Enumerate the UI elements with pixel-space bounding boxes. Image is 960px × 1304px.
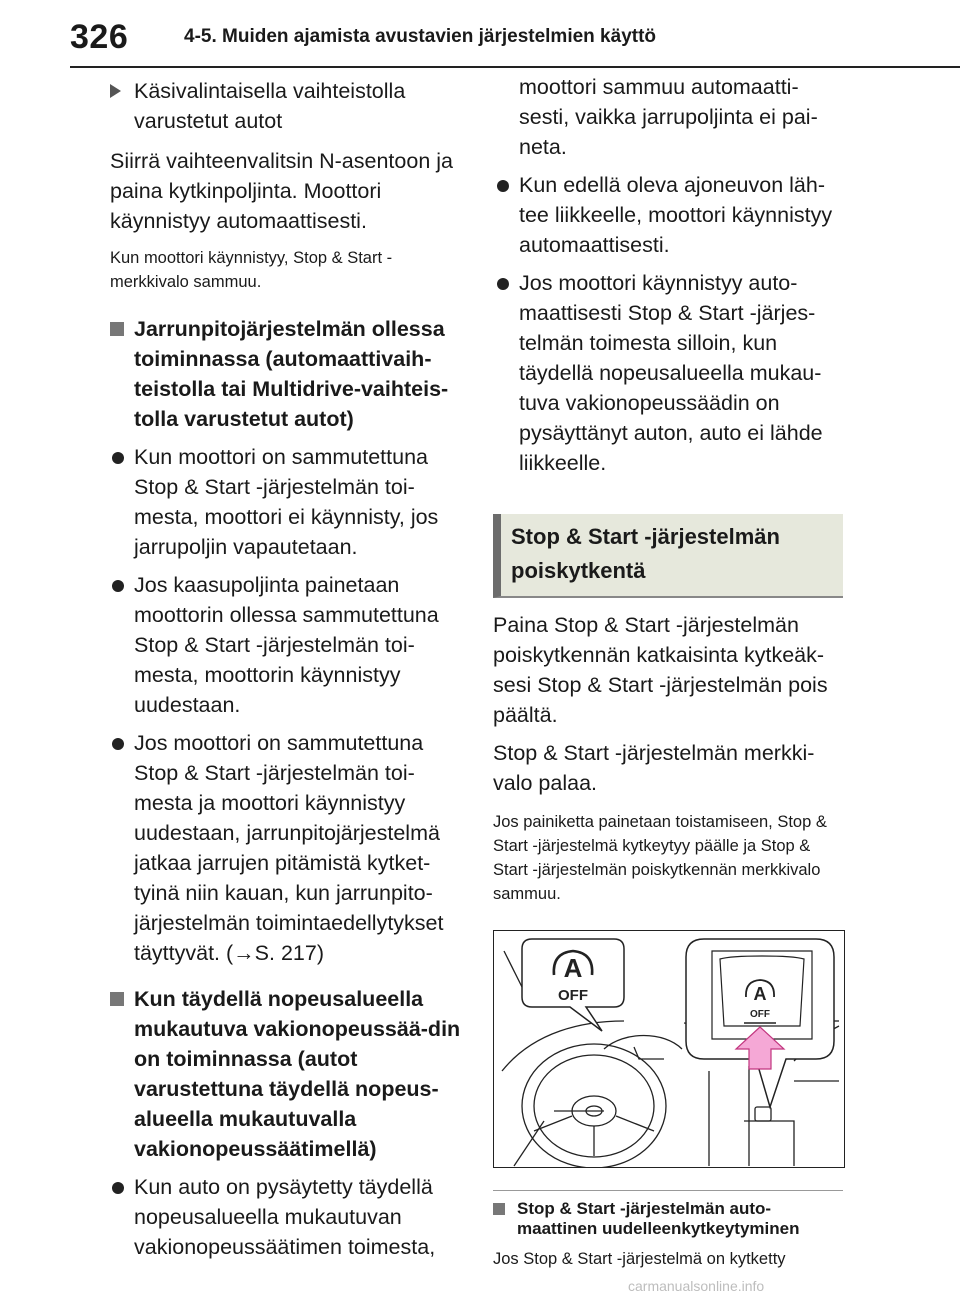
manual-transmission-heading (110, 76, 465, 136)
page-reference-arrow-icon: → (233, 941, 255, 965)
header-rule (70, 66, 960, 68)
dashboard-line-drawing (494, 931, 844, 1167)
toggle-note: Jos painiketta painetaan toistamiseen, Stop & Start -järjestelmä kytkeytyy päälle ja Stop & Start -järjestelmän poiskytkennän merkkivalo sammuu. (493, 813, 827, 903)
brake-bullet-3: Jos moottori on sammutettuna Stop & Start -järjestelmän toi-mesta ja moottori käynnistyy uudestaan, jarrunpitojärjestelmä jatkaa jarrujen pitämistä kytket-tyinä niin kauan, kun jarrunpito-järjestelmän toimintaedellytykset täyttyvät. ( (134, 731, 444, 965)
auto-heading-text: Stop & Start -järjestelmän auto-maattinen uudelleenkytkeytyminen (517, 1199, 800, 1238)
list-item (110, 570, 465, 720)
auto-letter-right: A (753, 984, 767, 1004)
section-title: 4-5. Muiden ajamista avustavien järjestelmien käyttö (184, 26, 657, 47)
right-bullet-1: Kun edellä oleva ajoneuvon läh-tee liikkeelle, moottori käynnistyy automaattisesti. (519, 173, 833, 257)
square-bullet-icon (110, 322, 124, 336)
stop-start-switch-illustration (493, 930, 845, 1168)
stop-start-off-heading: Stop & Start -järjestelmän poiskytkentä (493, 514, 843, 598)
off-label-left: OFF (558, 987, 588, 1004)
list-item (110, 442, 465, 562)
page-number: 326 (70, 18, 129, 56)
bullet-dot-icon (112, 1182, 124, 1194)
list-item (495, 170, 843, 260)
auto-letter-left: A (563, 953, 583, 983)
right-bullet-2: Jos moottori käynnistyy auto-maattisesti Stop & Start -järjes-telmän toimesta silloin, kun täydellä nopeusalueella mukau-tuva vakionopeussäädin on pysäyttänyt auton, auto ei lähde liikkeelle. (519, 271, 823, 475)
auto-reactivation-heading (493, 1199, 843, 1239)
subsection-divider (493, 1190, 843, 1191)
right-callout-bubble (686, 939, 834, 1107)
manual-note: Kun moottori käynnistyy, Stop & Start -merkkivalo sammuu. (110, 249, 393, 291)
list-item (110, 728, 465, 968)
off-label-right: OFF (750, 1009, 770, 1020)
list-item (495, 268, 843, 478)
square-bullet-icon (493, 1203, 505, 1215)
indicator-paragraph: Stop & Start -järjestelmän merkki-valo palaa. (493, 741, 815, 795)
brake-heading-text: Jarrunpitojärjestelmän ollessa toiminnassa (automaattivaih-teistolla tai Multidrive-vaihteis-tolla varustetut autot) (134, 317, 449, 431)
right-column (493, 70, 843, 1271)
last-paragraph: Jos Stop & Start -järjestelmä on kytketty (493, 1250, 786, 1268)
manual-paragraph: Siirrä vaihteenvalitsin N-asentoon ja paina kytkinpoljinta. Moottori käynnistyy automaattisesti. (110, 149, 453, 233)
adaptive-cruise-heading (110, 984, 465, 1164)
bullet-dot-icon (112, 580, 124, 592)
manual-heading-text: Käsivalintaisella vaihteistolla varustetut autot (134, 79, 406, 133)
bullet-dot-icon (497, 278, 509, 290)
page-reference-link[interactable]: S. 217) (254, 941, 324, 965)
list-item (110, 1172, 465, 1262)
watermark: carmanualsonline.info (628, 1278, 765, 1294)
bullet-dot-icon (497, 180, 509, 192)
brake-bullet-1: Kun moottori on sammutettuna Stop & Start -järjestelmän toi-mesta, moottori ei käynnisty, jos jarrupoljin vapautetaan. (134, 445, 439, 559)
brake-hold-heading (110, 314, 465, 434)
off-instruction-paragraph: Paina Stop & Start -järjestelmän poiskytkennän katkaisinta kytkeäk-sesi Stop & Start -järjestelmän pois päältä. (493, 613, 828, 727)
bullet-dot-icon (112, 452, 124, 464)
triangle-arrow-icon (110, 84, 121, 98)
cruise-continued-text: moottori sammuu automaatti-sesti, vaikka jarrupoljinta ei pai-neta. (519, 75, 818, 159)
cruise-bullet: Kun auto on pysäytetty täydellä nopeusalueella mukautuvan vakionopeussäätimen toimesta, (134, 1175, 436, 1259)
brake-bullet-2: Jos kaasupoljinta painetaan moottorin ollessa sammutettuna Stop & Start -järjestelmän toi-mesta, moottorin käynnistyy uudestaan. (134, 573, 439, 717)
square-bullet-icon (110, 992, 124, 1006)
left-callout-bubble (522, 939, 624, 1031)
bullet-dot-icon (112, 738, 124, 750)
cruise-heading-text: Kun täydellä nopeusalueella mukautuva vakionopeussää-din on toiminnassa (autot varustettuna täydellä nopeus-alueella mukautuvalla vakionopeussäätimellä) (134, 987, 461, 1161)
left-column (110, 70, 465, 1262)
